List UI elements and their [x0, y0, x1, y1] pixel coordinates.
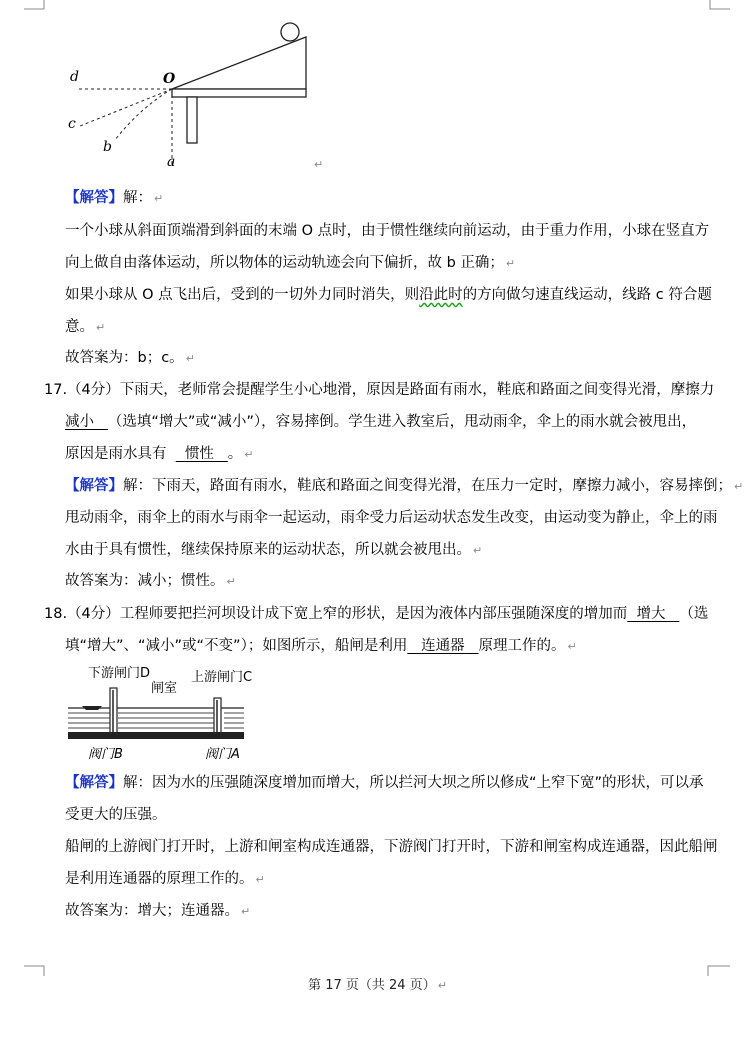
page-footer: 第 17 页（共 24 页） ↵ [308, 978, 447, 993]
answer-18-final: 故答案为：增大；连通器。 ↵ [65, 903, 251, 919]
answer-16-header: 【解答】解： ↵ [65, 190, 164, 206]
path-c [80, 89, 172, 126]
ball [281, 23, 299, 41]
answer-16-final: 故答案为：b；c。 ↵ [65, 350, 195, 366]
question-17-number: 17. [44, 382, 68, 398]
question-17-line-2: 减小 （选填“增大”或“减小”），容易摔倒。学生进入教室后，甩动雨伞，伞上的雨水就会被甩出， [65, 414, 697, 430]
question-17-line-1: 17.（4分）下雨天，老师常会提醒学生小心地滑，原因是路面有雨水，鞋底和路面之间变得光滑，摩擦力 [44, 382, 715, 398]
answer-16-line-2: 向上做自由落体运动，所以物体的运动轨迹会向下偏折，故 b 正确； ↵ [65, 255, 516, 271]
ramp-figure [60, 18, 320, 178]
label-d: d [70, 69, 79, 85]
answer-16-line-1: 一个小球从斜面顶端滑到斜面的末端 O 点时，由于惯性继续向前运动，由于重力作用，小球在竖直方 [65, 223, 710, 239]
paragraph-mark: ↵ [314, 158, 324, 171]
answer-16-line-3: 如果小球从 O 点飞出后，受到的一切外力同时消失，则沿此时的方向做匀速直线运动，线路 c 符合题 [65, 287, 712, 303]
table-top [172, 89, 306, 97]
question-18-line-1: 18.（4分）工程师要把拦河坝设计成下宽上窄的形状，是因为液体内部压强随深度的增加而 增大 （选 [44, 606, 709, 622]
answer-18-line-3: 船闸的上游阀门打开时，上游和闸室构成连通器，下游阀门打开时，下游和闸室构成连通器，因此船闸 [65, 839, 718, 855]
label-valve-a: 阀门A [205, 747, 240, 762]
answer-18-line-4: 是利用连通器的原理工作的。 ↵ [65, 871, 265, 887]
answer-17-line-3: 水由于具有惯性，继续保持原来的运动状态，所以就会被甩出。 ↵ [65, 542, 483, 558]
corner-mark-top-right [706, 0, 730, 12]
label-o: O [163, 71, 176, 87]
blank-inertia: 惯性 [184, 446, 214, 462]
path-b [115, 89, 172, 140]
label-chamber: 闸室 [151, 681, 178, 696]
blank-connected-vessel: 连通器 [421, 638, 465, 654]
table-leg [187, 97, 197, 143]
answer-16-line-4: 意。 ↵ [65, 319, 106, 335]
answer-17-line-2: 甩动雨伞，雨伞上的雨水与雨伞一起运动，雨伞受力后运动状态发生改变，由运动变为静止，伞上的雨 [65, 510, 718, 526]
question-18-number: 18. [44, 606, 68, 622]
label-downstream-gate: 下游闸门D [88, 666, 151, 681]
question-17-line-3: 原因是雨水具有 惯性 。 ↵ [65, 446, 254, 462]
label-valve-b: 阀门B [88, 747, 123, 762]
corner-mark-top-left [24, 0, 48, 12]
ramp-incline [172, 37, 306, 89]
answer-17-final: 故答案为：减小；惯性。 ↵ [65, 573, 236, 589]
blank-friction: 减小 [65, 414, 94, 430]
blank-increase: 增大 [636, 606, 666, 622]
answer-17-line-1: 【解答】解：下雨天，路面有雨水，鞋底和路面之间变得光滑，在压力一定时，摩擦力减小，容易摔倒； ↵ [65, 478, 744, 494]
answer-18-line-2: 受更大的压强。 [65, 807, 167, 823]
label-b: b [103, 139, 112, 155]
page-number: 第 17 页（共 24 页） [308, 978, 436, 993]
question-18-line-2: 填“增大”、“减小”或“不变”）；如图所示，船闸是利用 连通器 原理工作的。 ↵ [65, 638, 577, 654]
label-c: c [68, 116, 76, 132]
answer-18-line-1: 【解答】解：因为水的压强随深度增加而增大，所以拦河大坝之所以修成“上窄下宽”的形状，可以承 [65, 775, 704, 791]
label-a: a [167, 154, 176, 170]
label-upstream-gate: 上游闸门C [191, 670, 253, 685]
